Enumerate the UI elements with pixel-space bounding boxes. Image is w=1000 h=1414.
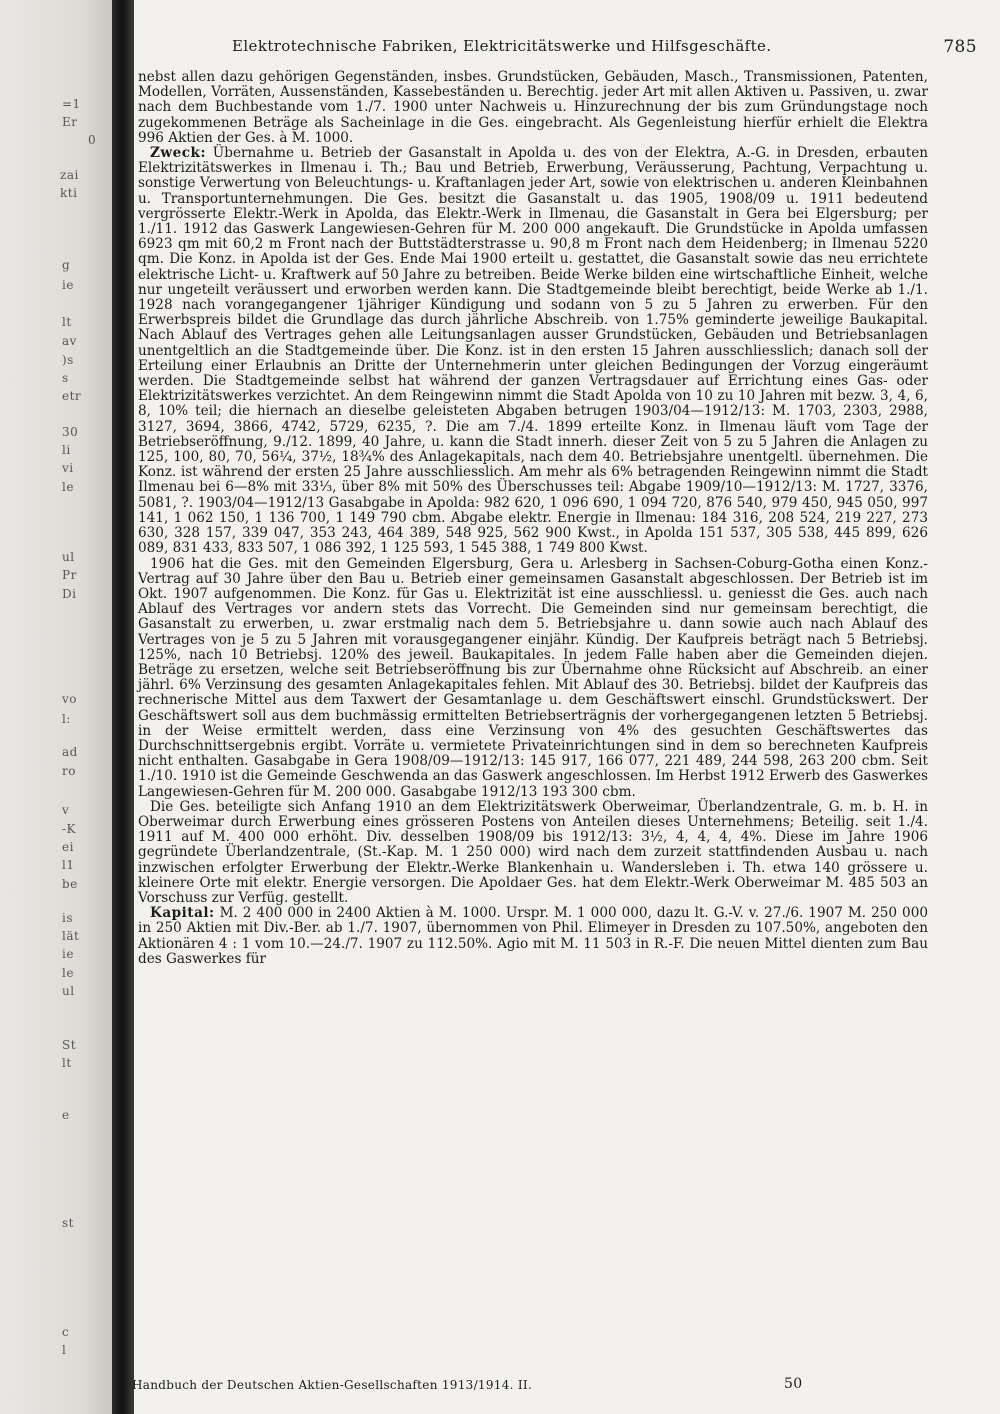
margin-fragment: -K	[62, 822, 77, 836]
margin-fragment: lt	[62, 1056, 72, 1070]
margin-fragment: ad	[62, 745, 78, 759]
margin-fragment: ul	[62, 550, 75, 564]
footer-reference: Handbuch der Deutschen Aktien-Gesellschaften 1913/1914. II.	[132, 1378, 533, 1392]
margin-fragment: be	[62, 877, 78, 891]
margin-fragment: l1	[62, 858, 75, 872]
margin-fragment: zai	[60, 168, 79, 182]
margin-fragment: lät	[62, 929, 80, 943]
paragraph-oberweimar: Die Ges. beteiligte sich Anfang 1910 an dem Elektrizitätswerk Oberweimar, Überlandzentrale, G. m. b. H. in Oberweimar durch Erwerbung eines grösseren Postens von Anteilen dieses Unternehmens; Beteilig. seit 1./4. 1911 auf M. 400 000 erhöht. Div. desselben 1908/09 bis 1912/13: 3½, 4, 4, 4, 4%. Diese im Jahre 1906 gegründete Überlandzentrale, (St.-Kap. M. 1 250 000) wird nach dem zurzeit stattfindenden Ausbau u. nach inzwischen erfolgter Erwerbung der Elektr.-Werke Blankenhain u. Wandersleben i. Th. etwa 140 grössere u. kleinere Orte mit elektr. Energie versorgen. Die Apoldaer Ges. hat dem Elektr.-Werk Oberweimar M. 485 503 an Vorschuss zur Verfüg. gestellt.	[138, 798, 928, 906]
paragraph-elgersburg: 1906 hat die Ges. mit den Gemeinden Elgersburg, Gera u. Arlesberg in Sachsen-Coburg-Gotha einen Konz.-Vertrag auf 30 Jahre über den Bau u. Betrieb einer gemeinsamen Gasanstalt abgeschlossen. Der Betrieb ist im Okt. 1907 aufgenommen. Die Konz. für Gas u. Elektrizität ist eine ausschliessl. u. geniesst die Ges. auch nach Ablauf des Vertrages vor andern stets das Vorrecht. Die Gemeinden sind nur gemeinsam berechtigt, die Gasanstalt zu erwerben, u. zwar erstmalig nach dem 5. Betriebsjahre u. dann sowie auch nach Ablauf des Vertrages von je 5 zu 5 Jahren mit vorausgegangener einjähr. Kündig. Der Kaufpreis beträgt nach 5 Betriebsj. 125%, nach 10 Betriebsj. 120% des jeweil. Baukapitales. In jedem Falle haben aber die Gemeinden diejen. Beträge zu ersetzen, welche seit Betriebseröffnung bis zur Übernahme ohne Rücksicht auf Abschreib. an einer jährl. 6% Verzinsung des gesamten Anlagekapitales fehlen. Mit Ablauf des 30. Betriebsj. bildet der Kaufpreis das rechnerische Mittel aus dem Taxwert der Gesamtanlage u. dem Geschäftswert einschl. Grundstückswert. Der Geschäftswert soll aus dem buchmässig ermittelten Betriebserträgnis der vorhergegangenen letzten 5 Betriebsj. in der Weise ermittelt werden, dass eine Verzinsung von 4% des gesuchten Geschäftswertes das Durchschnittsergebnis ergibt. Vorräte u. vermietete Privateinrichtungen sind in dem so berechneten Kaufpreis nicht enthalten. Gasabgabe in Gera 1908/09—1912/13: 145 917, 166 077, 221 489, 244 598, 263 200 cbm. Seit 1./10. 1910 ist die Gemeinde Geschwenda an das Gaswerk angeschlossen. Im Herbst 1912 Erwerb des Gaswerkes Langewiesen-Gehren für M. 200 000. Gasabgabe 1912/13 193 300 cbm.	[138, 555, 928, 800]
margin-fragment: kti	[60, 186, 78, 200]
zweck-label: Zweck:	[150, 145, 206, 162]
paragraph-zweck	[138, 146, 928, 556]
margin-fragment: vi	[62, 461, 74, 475]
margin-fragment: Di	[62, 587, 77, 601]
margin-fragment: ei	[62, 840, 74, 854]
margin-fragment: li	[62, 443, 71, 457]
margin-fragment: le	[62, 480, 74, 494]
margin-fragment: is	[62, 911, 73, 925]
margin-fragment: ie	[62, 278, 74, 292]
page-footer	[132, 1378, 932, 1398]
margin-fragment: g	[62, 258, 71, 272]
margin-fragment: 0	[88, 133, 97, 147]
margin-fragment: 30	[62, 425, 79, 439]
margin-fragment: Er	[62, 115, 78, 129]
margin-fragment: s	[62, 371, 69, 385]
header-title: Elektrotechnische Fabriken, Elektricitätswerke und Hilfsgeschäfte.	[232, 37, 772, 55]
text-column	[138, 70, 928, 967]
margin-fragment: st	[62, 1216, 74, 1230]
binding-shadow	[0, 0, 112, 1414]
margin-fragment: vo	[62, 692, 78, 706]
margin-fragment: =1	[62, 97, 81, 111]
margin-fragment: l:	[62, 712, 71, 726]
binding-gutter	[112, 0, 134, 1414]
kapital-text: M. 2 400 000 in 2400 Aktien à M. 1000. Urspr. M. 1 000 000, dazu lt. G.-V. v. 27./6. 1907 M. 250 000 in 250 Aktien mit Div.-Ber. ab 1./7. 1907, übernommen von Phil. Elimeyer in Dresden zu 107.50%, angeboten den Aktionären 4 : 1 vom 10.—24./7. 1907 zu 112.50%. Agio mit M. 11 503 in R.-F. Die neuen Mittel dienten zum Bau des Gaswerkes für	[138, 905, 929, 967]
margin-fragment: c	[62, 1325, 70, 1339]
signature-mark: 50	[784, 1376, 803, 1392]
paragraph-kapital	[138, 906, 928, 967]
margin-fragment: lt	[62, 315, 72, 329]
running-header	[232, 37, 977, 59]
margin-fragment: e	[62, 1108, 70, 1122]
page-number: 785	[943, 37, 977, 57]
margin-fragment: ie	[62, 947, 74, 961]
margin-fragment: v	[62, 803, 70, 817]
zweck-text: Übernahme u. Betrieb der Gasanstalt in Apolda u. des von der Elektra, A.-G. in Dresden, erbauten Elektrizitätswerkes in Ilmenau i. Th.; Bau und Betrieb, Erwerbung, Veräusserung, Pachtung, Verpachtung u. sonstige Verwertung von Beleuchtungs- u. Kraftanlagen jeder Art, sowie von elektrischen u. anderen Kleinbahnen u. Transportunternehmungen. Die Ges. besitzt die Gasanstalt u. das 1905, 1908/09 u. 1911 bedeutend vergrösserte Elektr.-Werk in Apolda, das Elektr.-Werk in Ilmenau, die Gasanstalt in Gera bei Elgersburg; per 1./11. 1912 das Gaswerk Langewiesen-Gehren für M. 200 000 angekauft. Die Grundstücke in Apolda umfassen 6923 qm mit 60,2 m Front nach der Buttstädterstrasse u. 90,8 m Front nach dem Heidenberg; in Ilmenau 5220 qm. Die Konz. in Apolda ist der Ges. Ende Mai 1900 erteilt u. gestattet, die Gasanstalt sowie das neu errichtete elektrische Licht- u. Kraftwerk auf 50 Jahre zu betreiben. Beide Werke bilden eine wirtschaftliche Einheit, welche nur ungeteilt veräussert und erworben werden kann. Die Stadtgemeinde bleibt berechtigt, beide Werke ab 1./1. 1928 nach vorangegangener 1jähriger Kündigung und sodann von 5 zu 5 Jahren zu erwerben. Für den Erwerbspreis bildet die Grundlage das durch jährliche Abschreib. von 1.75% geminderte jeweilige Baukapital. Nach Ablauf des Vertrages gehen alle Leitungsanlagen ausser Grundstücken, Gebäuden und Betriebsanlagen unentgeltlich an die Stadtgemeinde über. Die Konz. ist in den ersten 15 Jahren ausschliesslich; danach soll der Erteilung einer Erlaubnis an Dritte der Unternehmerin unter gleichen Bedingungen der Vorzug eingeräumt werden. Die Stadtgemeinde selbst hat während der ganzen Vertragsdauer auf Errichtung eines Gas- oder Elektrizitätswerkes verzichtet. An dem Reingewinn nimmt die Stadt Apolda von 10 zu 10 Jahren mit bezw. 3, 4, 6, 8, 10% teil; die hiernach an dieselbe geleisteten Abgaben betrugen 1903/04—1912/13: M. 1703, 2303, 2988, 3127, 3694, 3866, 4742, 5729, 6235, ?. Die am 7./4. 1899 erteilte Konz. in Ilmenau läuft vom Tage der Betriebseröffnung, 9./12. 1899, 40 Jahre, u. kann die Stadt innerh. dieser Zeit von 5 zu 5 Jahren die Anlagen zu 125, 100, 80, 70, 56¼, 37½, 18¾% des Anlagekapitals, nach dem 40. Betriebsjahre unentgeltl. übernehmen. Die Konz. ist während der ersten 25 Jahre ausschliesslich. Am mehr als 6% betragenden Reingewinn nimmt die Stadt Ilmenau bei 6—8% mit 33⅓, über 8% mit 50% des Überschusses teil: Abgabe 1909/10—1912/13: M. 1727, 3376, 5081, ?. 1903/04—1912/13 Gasabgabe in Apolda: 982 620, 1 096 690, 1 094 720, 876 540, 979 450, 945 050, 997 141, 1 062 150, 1 136 700, 1 149 790 cbm. Abgabe elektr. Energie in Ilmenau: 184 316, 208 524, 219 227, 273 630, 328 157, 339 047, 353 243, 464 389, 548 925, 562 900 Kwst., in Apolda 151 537, 305 538, 445 899, 626 089, 831 433, 833 507, 1 086 392, 1 125 593, 1 545 388, 1 749 800 Kwst.	[138, 145, 928, 557]
margin-fragment: l	[62, 1343, 67, 1357]
margin-fragment: ro	[62, 764, 76, 778]
margin-fragment: etr	[62, 389, 82, 403]
paragraph-sacheinlage: nebst allen dazu gehörigen Gegenständen, insbes. Grundstücken, Gebäuden, Masch., Transmissionen, Patenten, Modellen, Vorräten, Aussenständen, Kassebeständen u. Berechtig. jeder Art mit allen Aktiven u. Passiven, u. zwar nach dem Buchbestande vom 1./7. 1900 unter Nachweis u. Hinzurechnung der bis zum Gründungstage noch zugekommenen Beträge als Sacheinlage in die Ges. eingebracht. Als Gegenleistung hierfür erhielt die Elektra 996 Aktien der Ges. à M. 1000.	[138, 69, 928, 146]
margin-fragment: Pr	[62, 568, 77, 582]
margin-fragment: le	[62, 966, 74, 980]
margin-fragment: St	[62, 1038, 77, 1052]
margin-fragment: )s	[62, 353, 74, 367]
margin-fragment: av	[62, 334, 77, 348]
kapital-label: Kapital:	[150, 905, 215, 922]
margin-fragment: ul	[62, 984, 75, 998]
